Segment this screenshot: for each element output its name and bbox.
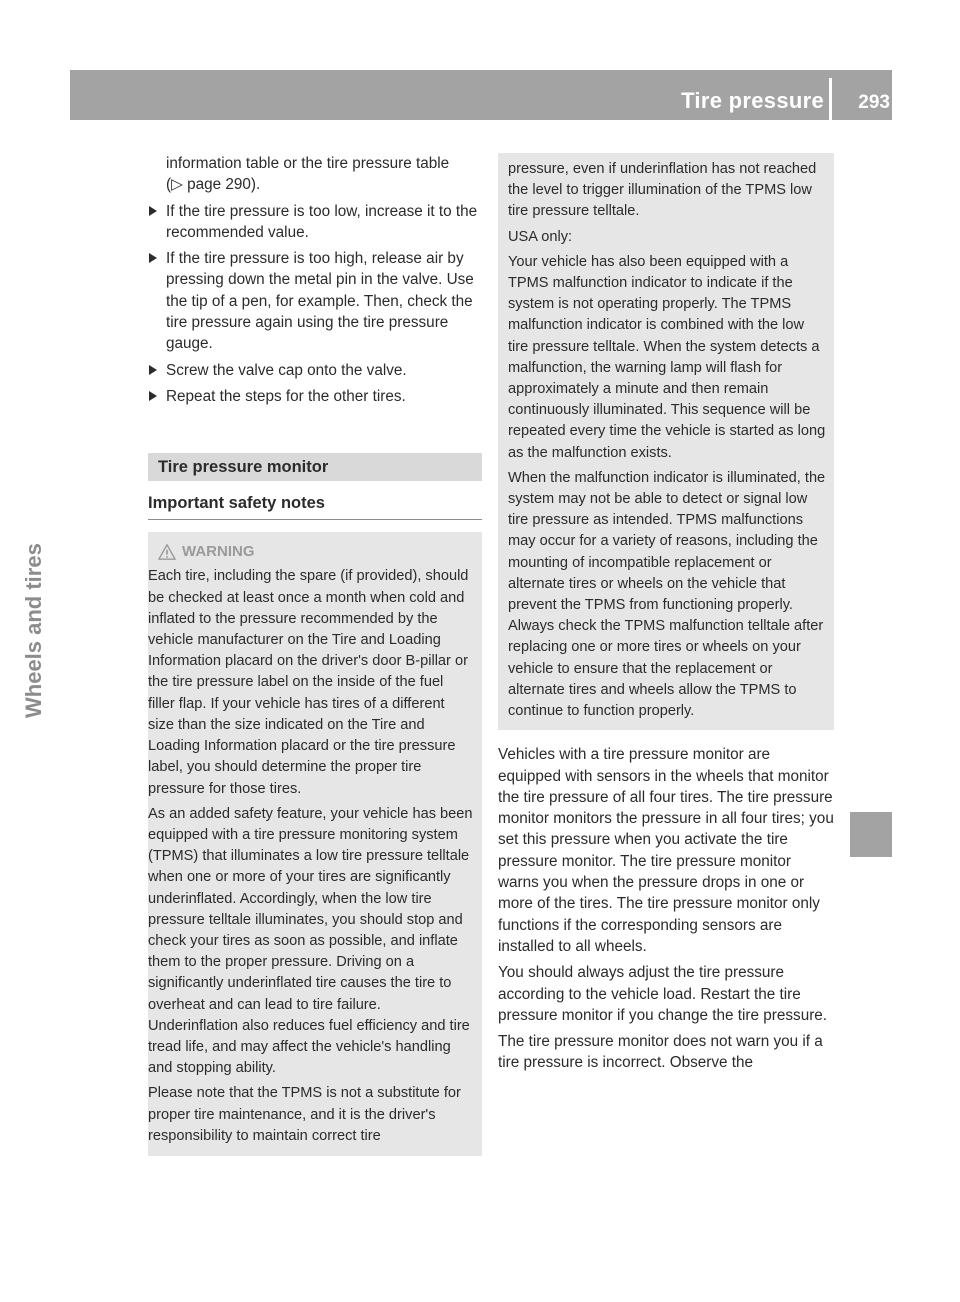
page-header bbox=[70, 70, 892, 120]
warning-paragraph: Each tire, including the spare (if provided), should be checked at least once a month when cold and inflated to the pressure recommended by the vehicle manufacturer on the Tire and Loading Information placard on the driver's door B-pillar or the tire pressure label on the inside of the fuel filler flap. If your vehicle has tires of a different size than the size indicated on the Tire and Loading Information placard or the tire pressure label, you should determine the proper tire pressure for those tires. bbox=[148, 568, 469, 797]
step-item bbox=[148, 201, 482, 244]
warning-box bbox=[148, 532, 482, 1156]
page-number: 293 bbox=[858, 92, 890, 113]
warning-paragraph: As an added safety feature, your vehicle has been equipped with a tire pressure monitoring system (TPMS) that illuminates a low tire pressure telltale when one or more of your tires are significantly underinflated. Accordingly, when the low tire pressure telltale illuminates, you should stop and check your tires as soon as possible, and inflate them to the proper pressure. Driving on a significantly underinflated tire causes the tire to overheat and can lead to tire failure. Underinflation also reduces fuel efficiency and tire tread life, and may affect the vehicle's handling and stopping ability. bbox=[148, 805, 473, 1077]
left-column bbox=[148, 153, 482, 1156]
warning-header bbox=[148, 541, 474, 562]
page-reference-arrow-icon: ▷ bbox=[171, 176, 183, 194]
step-text: If the tire pressure is too high, release air by pressing down the metal pin in the valve. Use the tip of a pen, for example. Then, check the tire pressure again using the tire pressure gauge. bbox=[166, 250, 474, 353]
warning-box-continued bbox=[498, 153, 834, 730]
section-heading: Tire pressure monitor bbox=[148, 453, 482, 481]
warning-paragraph: Please note that the TPMS is not a substitute for proper tire maintenance, and it is the driver's responsibility to maintain correct tire bbox=[148, 1085, 461, 1144]
step-arrow-icon bbox=[149, 391, 157, 401]
right-column bbox=[498, 153, 834, 1074]
body-text bbox=[498, 744, 834, 1073]
body-paragraph: Vehicles with a tire pressure monitor are equipped with sensors in the wheels that monitor the tire pressure of all four tires. The tire pressure monitor monitors the pressure in all four tires; you set this pressure when you activate the tire pressure monitor. The tire pressure monitor warns you when the pressure drops in one or more of the tires. The tire pressure monitor only functions if the corresponding sensors are installed to all wheels. bbox=[498, 746, 834, 955]
header-divider bbox=[829, 78, 832, 120]
body-paragraph: You should always adjust the tire pressure according to the vehicle load. Restart the tire pressure monitor if you change the tire pressure. bbox=[498, 964, 828, 1024]
intro-paren: ( bbox=[166, 176, 172, 194]
intro-line-1: information table or the tire pressure table bbox=[166, 155, 450, 172]
body-paragraph: The tire pressure monitor does not warn you if a tire pressure is incorrect. Observe the bbox=[498, 1033, 823, 1072]
warning-paragraph: When the malfunction indicator is illuminated, the system may not be able to detect or signal low tire pressure as intended. TPMS malfunctions may occur for a variety of reasons, including the mounting of incompatible replacement or alternate tires or wheels on the vehicle that prevent the TPMS from functioning properly. Always check the TPMS malfunction telltale after replacing one or more tires or wheels on your vehicle to ensure that the replacement or alternate tires and wheels allow the TPMS to continue to function properly. bbox=[508, 469, 826, 720]
page-reference[interactable]: page 290). bbox=[182, 176, 261, 194]
step-arrow-icon bbox=[149, 206, 157, 216]
warning-paragraph: USA only: bbox=[508, 228, 573, 245]
subheading: Important safety notes bbox=[148, 491, 482, 520]
warning-paragraph: pressure, even if underinflation has not reached the level to trigger illumination of the TPMS low tire pressure telltale. bbox=[508, 161, 817, 220]
intro-text bbox=[148, 153, 482, 196]
step-arrow-icon bbox=[149, 253, 157, 263]
header-title: Tire pressure bbox=[681, 88, 824, 113]
step-text: Screw the valve cap onto the valve. bbox=[166, 361, 407, 379]
step-item bbox=[148, 248, 482, 354]
side-tab-label: Wheels and tires bbox=[21, 543, 46, 718]
side-tab-marker bbox=[850, 812, 892, 857]
warning-label: WARNING bbox=[182, 543, 255, 561]
step-text: If the tire pressure is too low, increase it to the recommended value. bbox=[166, 202, 478, 241]
warning-paragraph: Your vehicle has also been equipped with a TPMS malfunction indicator to indicate if the system is not operating properly. The TPMS malfunction indicator is combined with the low tire pressure telltale. When the system detects a malfunction, the warning lamp will flash for approximately a minute and then remain continuously illuminated. This sequence will be repeated every time the vehicle is started as long as the malfunction exists. bbox=[508, 253, 826, 461]
step-arrow-icon bbox=[149, 365, 157, 375]
warning-triangle-icon bbox=[158, 543, 176, 561]
step-item bbox=[148, 386, 482, 407]
step-item bbox=[148, 360, 482, 381]
step-text: Repeat the steps for the other tires. bbox=[166, 387, 406, 405]
